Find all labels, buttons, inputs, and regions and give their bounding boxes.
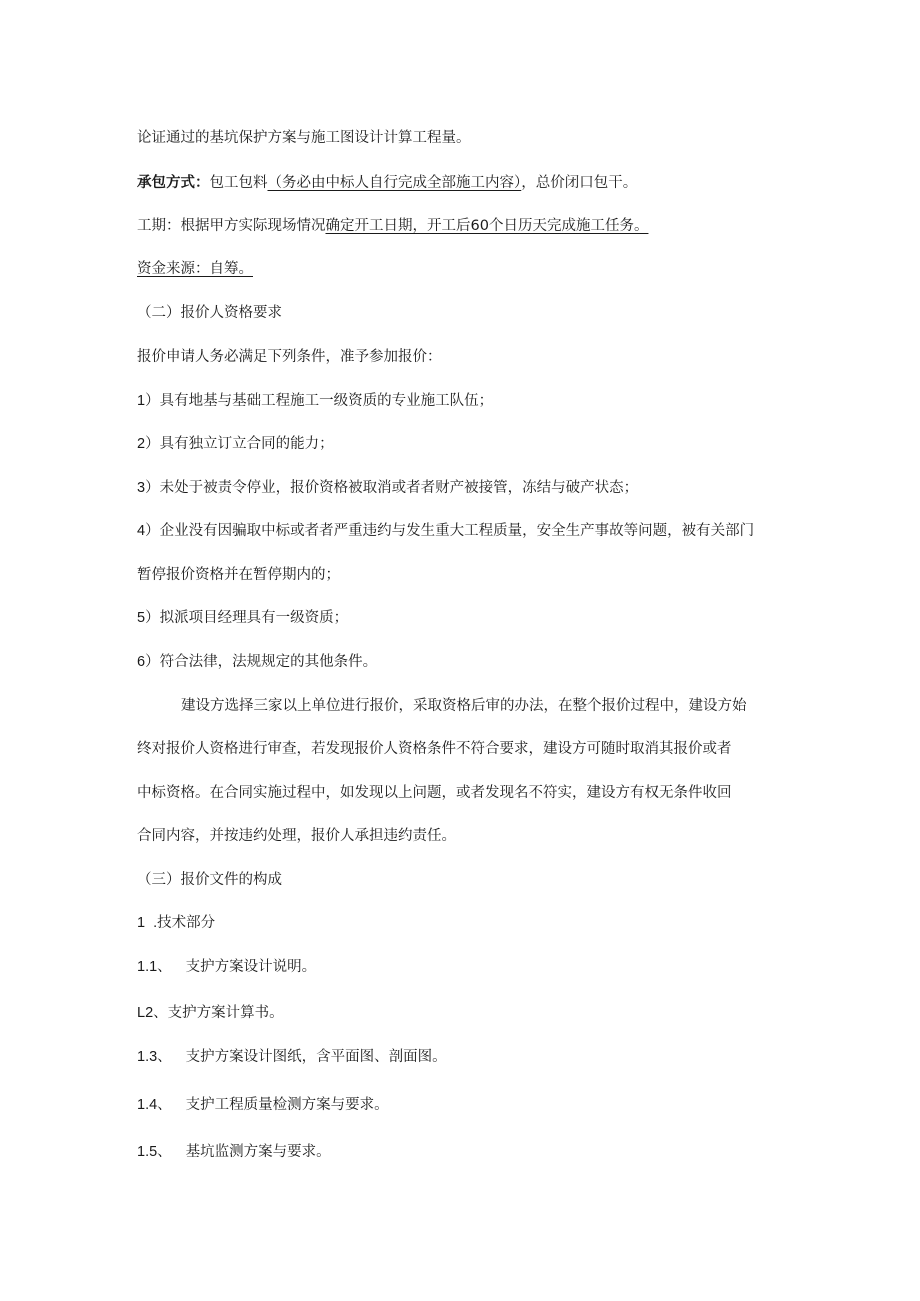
contract-mode-text-c: ，总价闭口包干。	[521, 175, 638, 191]
list-text: 企业没有因骗取中标或者者严重违约与发生重大工程质量，安全生产事故等问题，被有关部门	[159, 523, 755, 539]
list-number: L2、	[137, 1005, 168, 1021]
list-text: 具有独立订立合同的能力；	[159, 436, 334, 452]
scope-text: 论证通过的基坑保护方案与施工图设计计算工程量。	[137, 130, 471, 146]
list-text: 符合法律，法规规定的其他条件。	[159, 654, 378, 670]
list-item	[137, 478, 638, 498]
list-item	[137, 391, 493, 411]
list-number: 3）	[137, 480, 160, 496]
conditions-intro-text: 报价申请人务必满足下列条件，准予参加报价：	[137, 349, 442, 365]
list-text: 暂停报价资格并在暂停期内的；	[137, 567, 340, 583]
list-text: 支护方案计算书。	[167, 1005, 284, 1021]
paragraph-review-line-2	[137, 739, 732, 759]
list-text: 拟派项目经理具有一级资质；	[159, 610, 349, 626]
duration-text-b: 确定开工日期，开工后60个日历天完成施工任务。	[325, 218, 649, 234]
list-item-continuation	[137, 565, 340, 585]
paragraph-conditions-intro	[137, 347, 442, 367]
section-heading-documents	[137, 870, 282, 890]
list-item	[137, 652, 377, 672]
review-text: 终对报价人资格进行审查，若发现报价人资格条件不符合要求，建设方可随时取消其报价或者	[137, 741, 732, 757]
section-heading-text: （三）报价文件的构成	[137, 872, 282, 888]
subsection-text: 1 .技术部分	[137, 915, 216, 931]
list-item	[137, 1047, 447, 1067]
list-number: 6）	[137, 654, 160, 670]
list-text: 基坑监测方案与要求。	[185, 1144, 331, 1160]
paragraph-review-line-3	[137, 783, 732, 803]
list-item	[137, 1142, 331, 1162]
section-heading-qualification	[137, 303, 282, 323]
list-number: 2）	[137, 436, 160, 452]
list-item	[137, 521, 754, 541]
paragraph-scope	[137, 128, 471, 148]
duration-text-a: 工期：根据甲方实际现场情况	[137, 218, 326, 234]
contract-mode-text-a: 包工包料	[209, 175, 268, 191]
list-number: 1）	[137, 393, 160, 409]
list-text: 具有地基与基础工程施工一级资质的专业施工队伍；	[159, 393, 494, 409]
funding-text: 资金来源：自筹。	[137, 261, 253, 277]
list-item	[137, 608, 348, 628]
list-text: 支护方案设计图纸，含平面图、剖面图。	[185, 1049, 447, 1065]
list-number: 1.1、	[137, 959, 172, 975]
contract-mode-text-b: （务必由中标人自行完成全部施工内容）	[267, 175, 522, 191]
list-item	[137, 1003, 284, 1023]
list-number: 4）	[137, 523, 160, 539]
list-item	[137, 434, 334, 454]
subsection-technical	[137, 913, 215, 933]
section-heading-text: （二）报价人资格要求	[137, 305, 282, 321]
list-text: 支护工程质量检测方案与要求。	[185, 1097, 389, 1113]
list-item	[137, 1095, 389, 1115]
review-text: 建设方选择三家以上单位进行报价，采取资格后审的办法，在整个报价过程中，建设方始	[181, 698, 747, 714]
list-number: 5）	[137, 610, 160, 626]
review-text: 中标资格。在合同实施过程中，如发现以上问题，或者发现名不符实，建设方有权无条件收回	[137, 785, 732, 801]
list-number: 1.3、	[137, 1049, 172, 1065]
contract-mode-label: 承包方式：	[137, 175, 210, 191]
list-item	[137, 957, 316, 977]
paragraph-review-line-4	[137, 826, 456, 846]
list-text: 未处于被责令停业，报价资格被取消或者者财产被接管，冻结与破产状态；	[159, 480, 639, 496]
review-text: 合同内容，并按违约处理，报价人承担违约责任。	[137, 828, 456, 844]
list-text: 支护方案设计说明。	[185, 959, 317, 975]
paragraph-funding	[137, 259, 253, 279]
paragraph-contract-mode	[137, 173, 637, 193]
list-number: 1.5、	[137, 1144, 172, 1160]
paragraph-review-line-1	[181, 696, 747, 716]
list-number: 1.4、	[137, 1097, 172, 1113]
paragraph-duration	[137, 216, 648, 236]
